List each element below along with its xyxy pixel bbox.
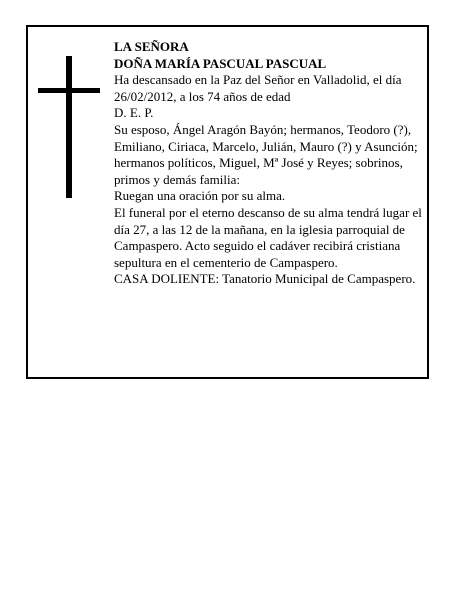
funeral-details: El funeral por el eterno descanso de su alma tendrá lugar el día 27, a las 12 de la mañana, en la iglesia parroquial de Campaspero. Acto seguido el cadáver recibirá cristiana sepultura en el cementerio de Campaspero. <box>114 204 422 270</box>
family-list: Su esposo, Ángel Aragón Bayón; hermanos, Teodoro (?), Emiliano, Ciriaca, Marcelo, Julián, Mauro (?) y Asunción; hermanos políticos, Miguel, Mª José y Reyes; sobrinos, primos y demás familia: <box>114 121 418 187</box>
cross-vertical-bar <box>66 56 72 198</box>
notice-body <box>114 39 422 288</box>
deceased-name: DOÑA MARÍA PASCUAL PASCUAL <box>114 55 327 71</box>
prayer-request: Ruegan una oración por su alma. <box>114 188 286 204</box>
notice-title-line1: LA SEÑORA <box>114 39 189 54</box>
rip-line: D. E. P. <box>114 105 154 121</box>
death-announcement: Ha descansado en la Paz del Señor en Valladolid, el día 26/02/2012, a los 74 años de edad <box>114 72 402 104</box>
cross-icon <box>38 56 100 198</box>
cross-horizontal-bar <box>38 88 100 93</box>
mourning-house: CASA DOLIENTE: Tanatorio Municipal de Campaspero. <box>114 271 416 287</box>
obituary-notice <box>26 25 429 379</box>
